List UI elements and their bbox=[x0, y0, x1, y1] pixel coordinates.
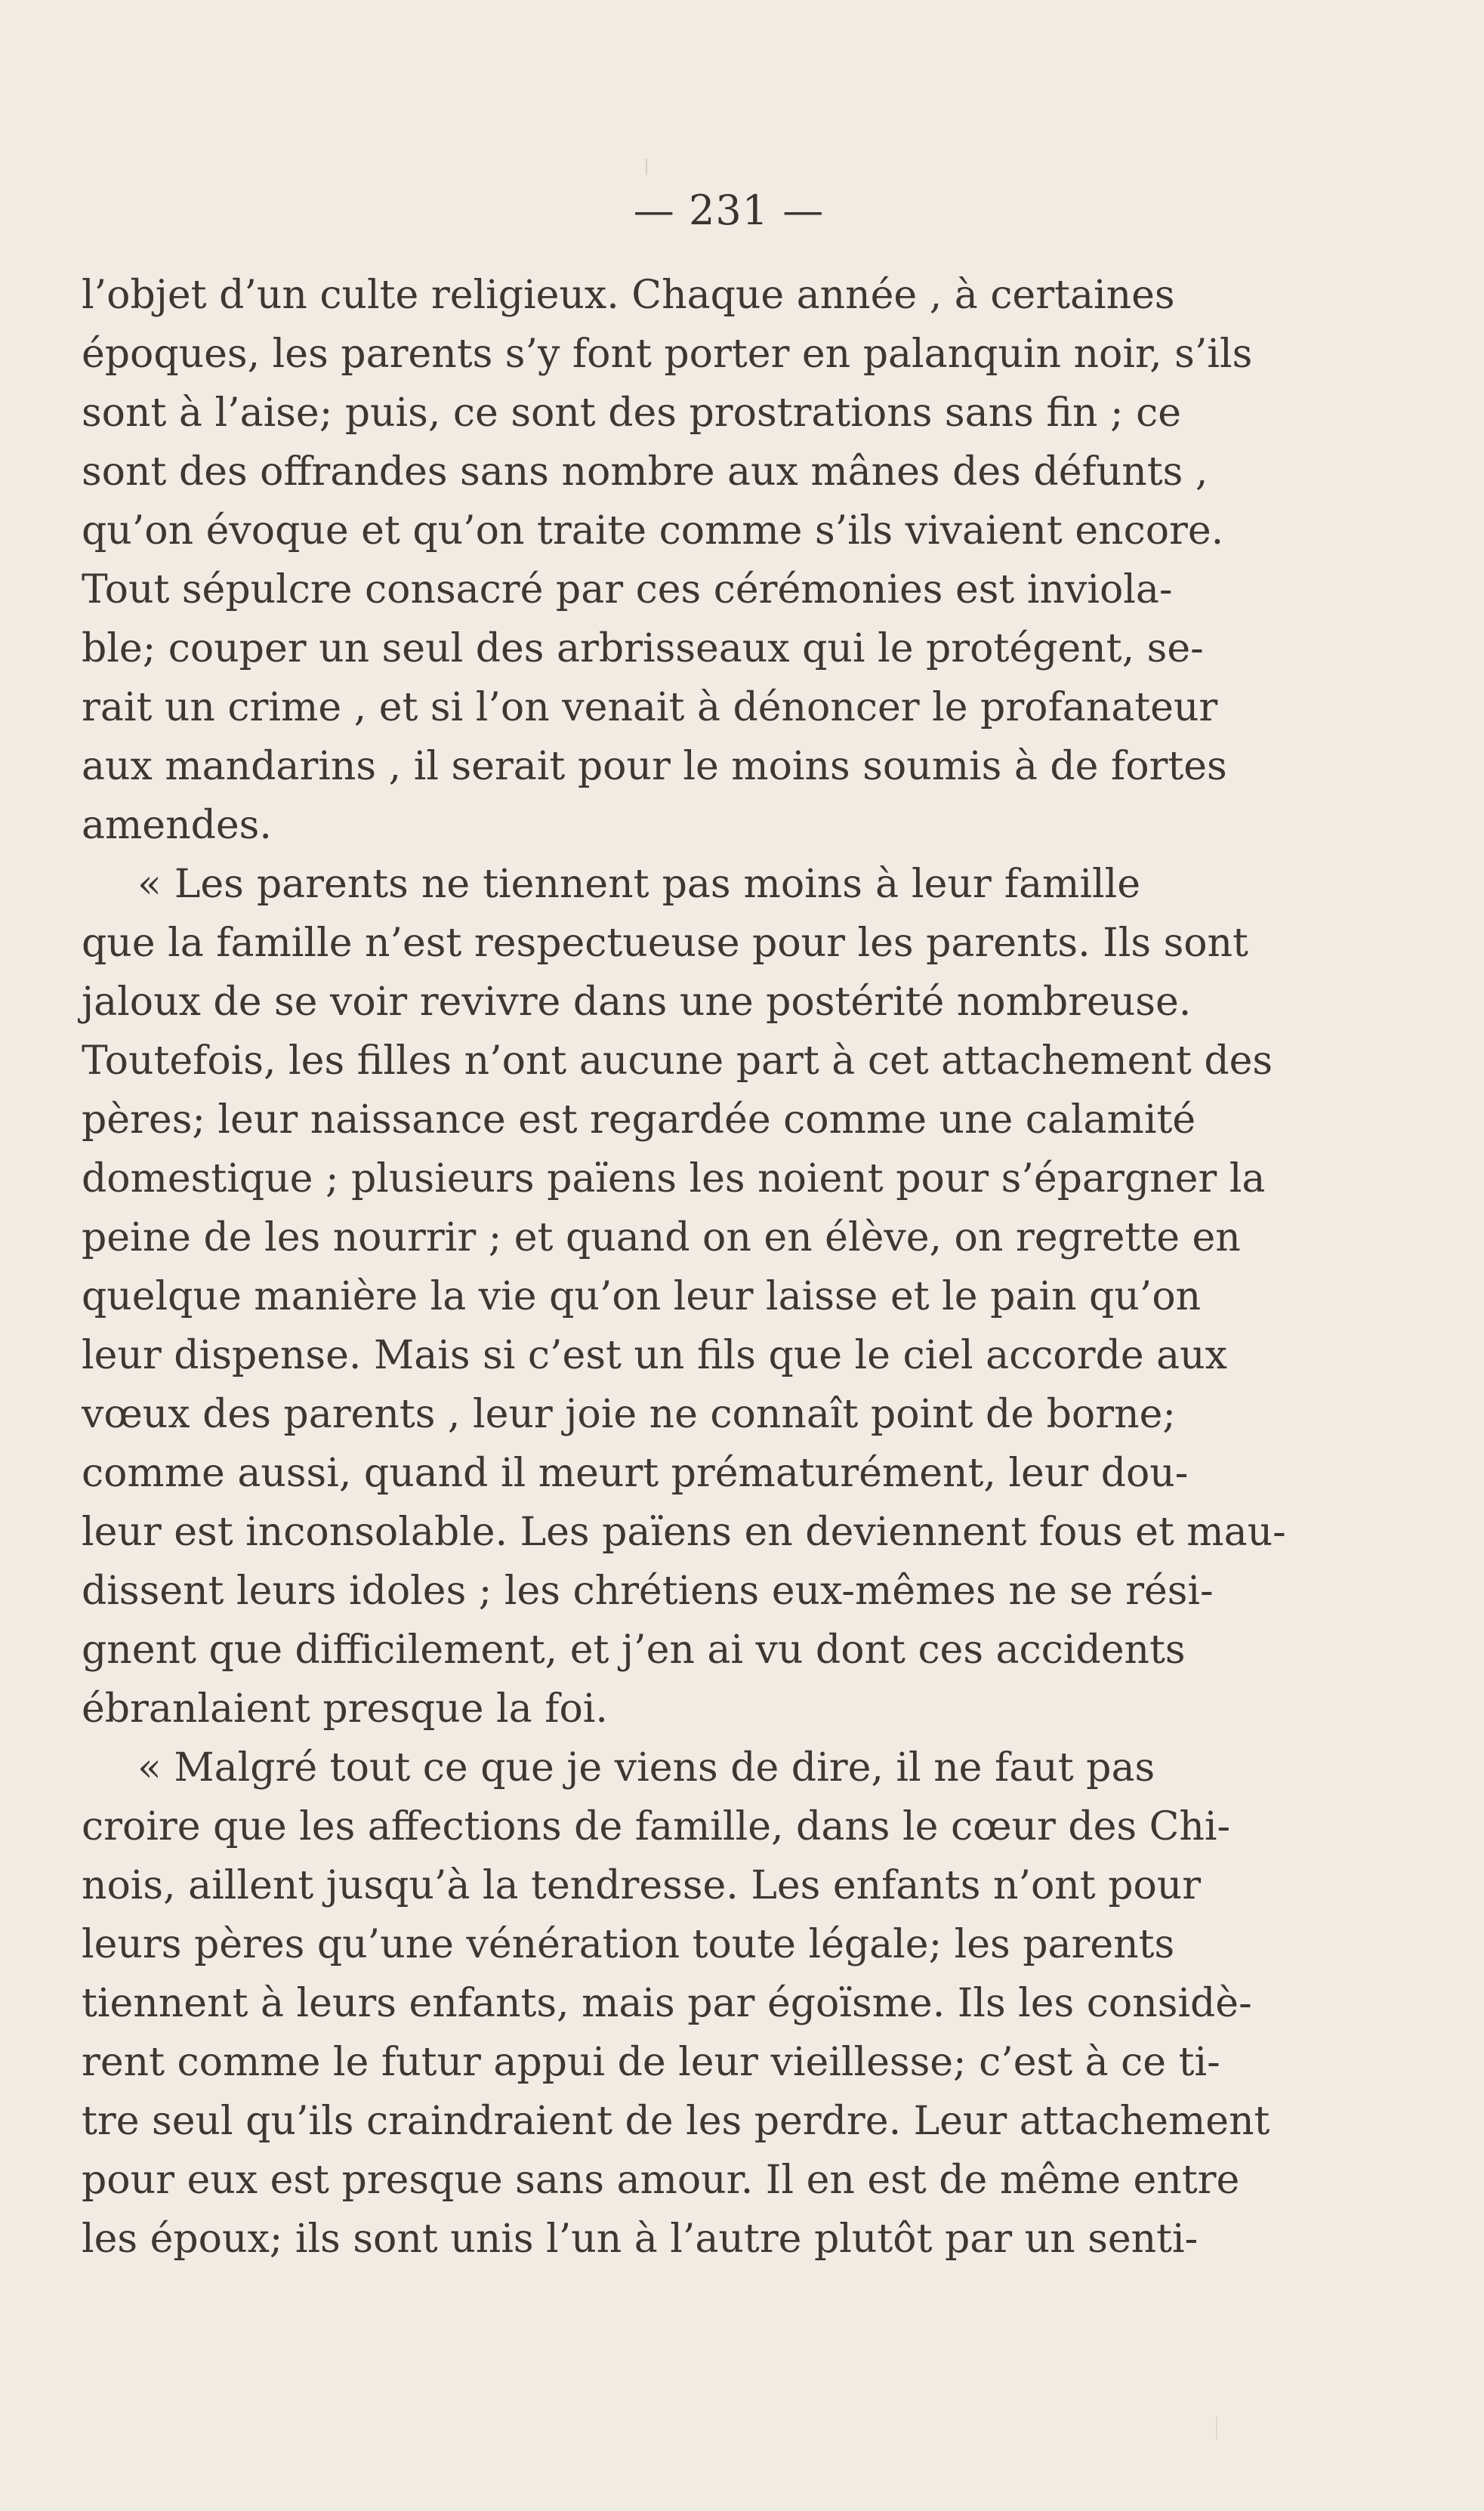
body-text bbox=[82, 266, 1286, 2269]
text-line: pour eux est presque sans amour. Il en est de même entre bbox=[82, 2158, 1240, 2203]
text-line: rent comme le futur appui de leur vieillesse; c’est à ce ti- bbox=[82, 2040, 1220, 2085]
text-line: que la famille n’est respectueuse pour les parents. Ils sont bbox=[82, 921, 1248, 966]
text-line: croire que les affections de famille, dans le cœur des Chi- bbox=[82, 1804, 1231, 1849]
text-line: rait un crime , et si l’on venait à dénoncer le profanateur bbox=[82, 685, 1218, 730]
text-line: tre seul qu’ils craindraient de les perdre. Leur attachement bbox=[82, 2099, 1270, 2144]
text-line: dissent leurs idoles ; les chrétiens eux-mêmes ne se rési- bbox=[82, 1569, 1214, 1614]
text-line: ébranlaient presque la foi. bbox=[82, 1686, 608, 1732]
text-line: quelque manière la vie qu’on leur laisse et le pain qu’on bbox=[82, 1274, 1202, 1319]
text-line: vœux des parents , leur joie ne connaît point de borne; bbox=[82, 1392, 1176, 1437]
text-line: les époux; ils sont unis l’un à l’autre plutôt par un senti- bbox=[82, 2216, 1199, 2262]
text-line: pères; leur naissance est regardée comme une calamité bbox=[82, 1097, 1196, 1143]
text-line: sont à l’aise; puis, ce sont des prostrations sans fin ; ce bbox=[82, 390, 1181, 436]
text-line: jaloux de se voir revivre dans une postérité nombreuse. bbox=[82, 979, 1192, 1025]
text-line: comme aussi, quand il meurt prématurément, leur dou- bbox=[82, 1451, 1189, 1496]
text-line: époques, les parents s’y font porter en palanquin noir, s’ils bbox=[82, 332, 1253, 377]
text-line: leur dispense. Mais si c’est un fils que le ciel accorde aux bbox=[82, 1333, 1227, 1378]
text-line: amendes. bbox=[82, 803, 272, 848]
page-number: — 231 — bbox=[633, 187, 825, 234]
text-line: leur est inconsolable. Les païens en deviennent fous et mau- bbox=[82, 1510, 1286, 1555]
text-line: nois, aillent jusqu’à la tendresse. Les enfants n’ont pour bbox=[82, 1863, 1202, 1908]
text-line: ble; couper un seul des arbrisseaux qui le protégent, se- bbox=[82, 626, 1204, 671]
text-line: qu’on évoque et qu’on traite comme s’ils vivaient encore. bbox=[82, 508, 1224, 554]
text-line: peine de les nourrir ; et quand on en élève, on regrette en bbox=[82, 1215, 1241, 1260]
page-crease bbox=[646, 159, 647, 175]
text-line: Tout sépulcre consacré par ces cérémonies est inviola- bbox=[82, 567, 1173, 612]
text-line: Toutefois, les filles n’ont aucune part à cet attachement des bbox=[82, 1038, 1273, 1084]
text-line: domestique ; plusieurs païens les noient pour s’épargner la bbox=[82, 1156, 1266, 1202]
text-line: sont des offrandes sans nombre aux mânes des défunts , bbox=[82, 449, 1208, 495]
text-line: l’objet d’un culte religieux. Chaque année , à certaines bbox=[82, 273, 1175, 318]
text-line: aux mandarins , il serait pour le moins soumis à de fortes bbox=[82, 744, 1227, 789]
text-line: leurs pères qu’une vénération toute légale; les parents bbox=[82, 1922, 1175, 1967]
text-line: gnent que difficilement, et j’en ai vu dont ces accidents bbox=[82, 1627, 1186, 1673]
page-blemish bbox=[1216, 2417, 1217, 2439]
text-line: « Les parents ne tiennent pas moins à leur famille bbox=[137, 862, 1140, 907]
text-line: tiennent à leurs enfants, mais par égoïsme. Ils les considè- bbox=[82, 1981, 1252, 2026]
text-line: « Malgré tout ce que je viens de dire, il ne faut pas bbox=[137, 1745, 1155, 1791]
